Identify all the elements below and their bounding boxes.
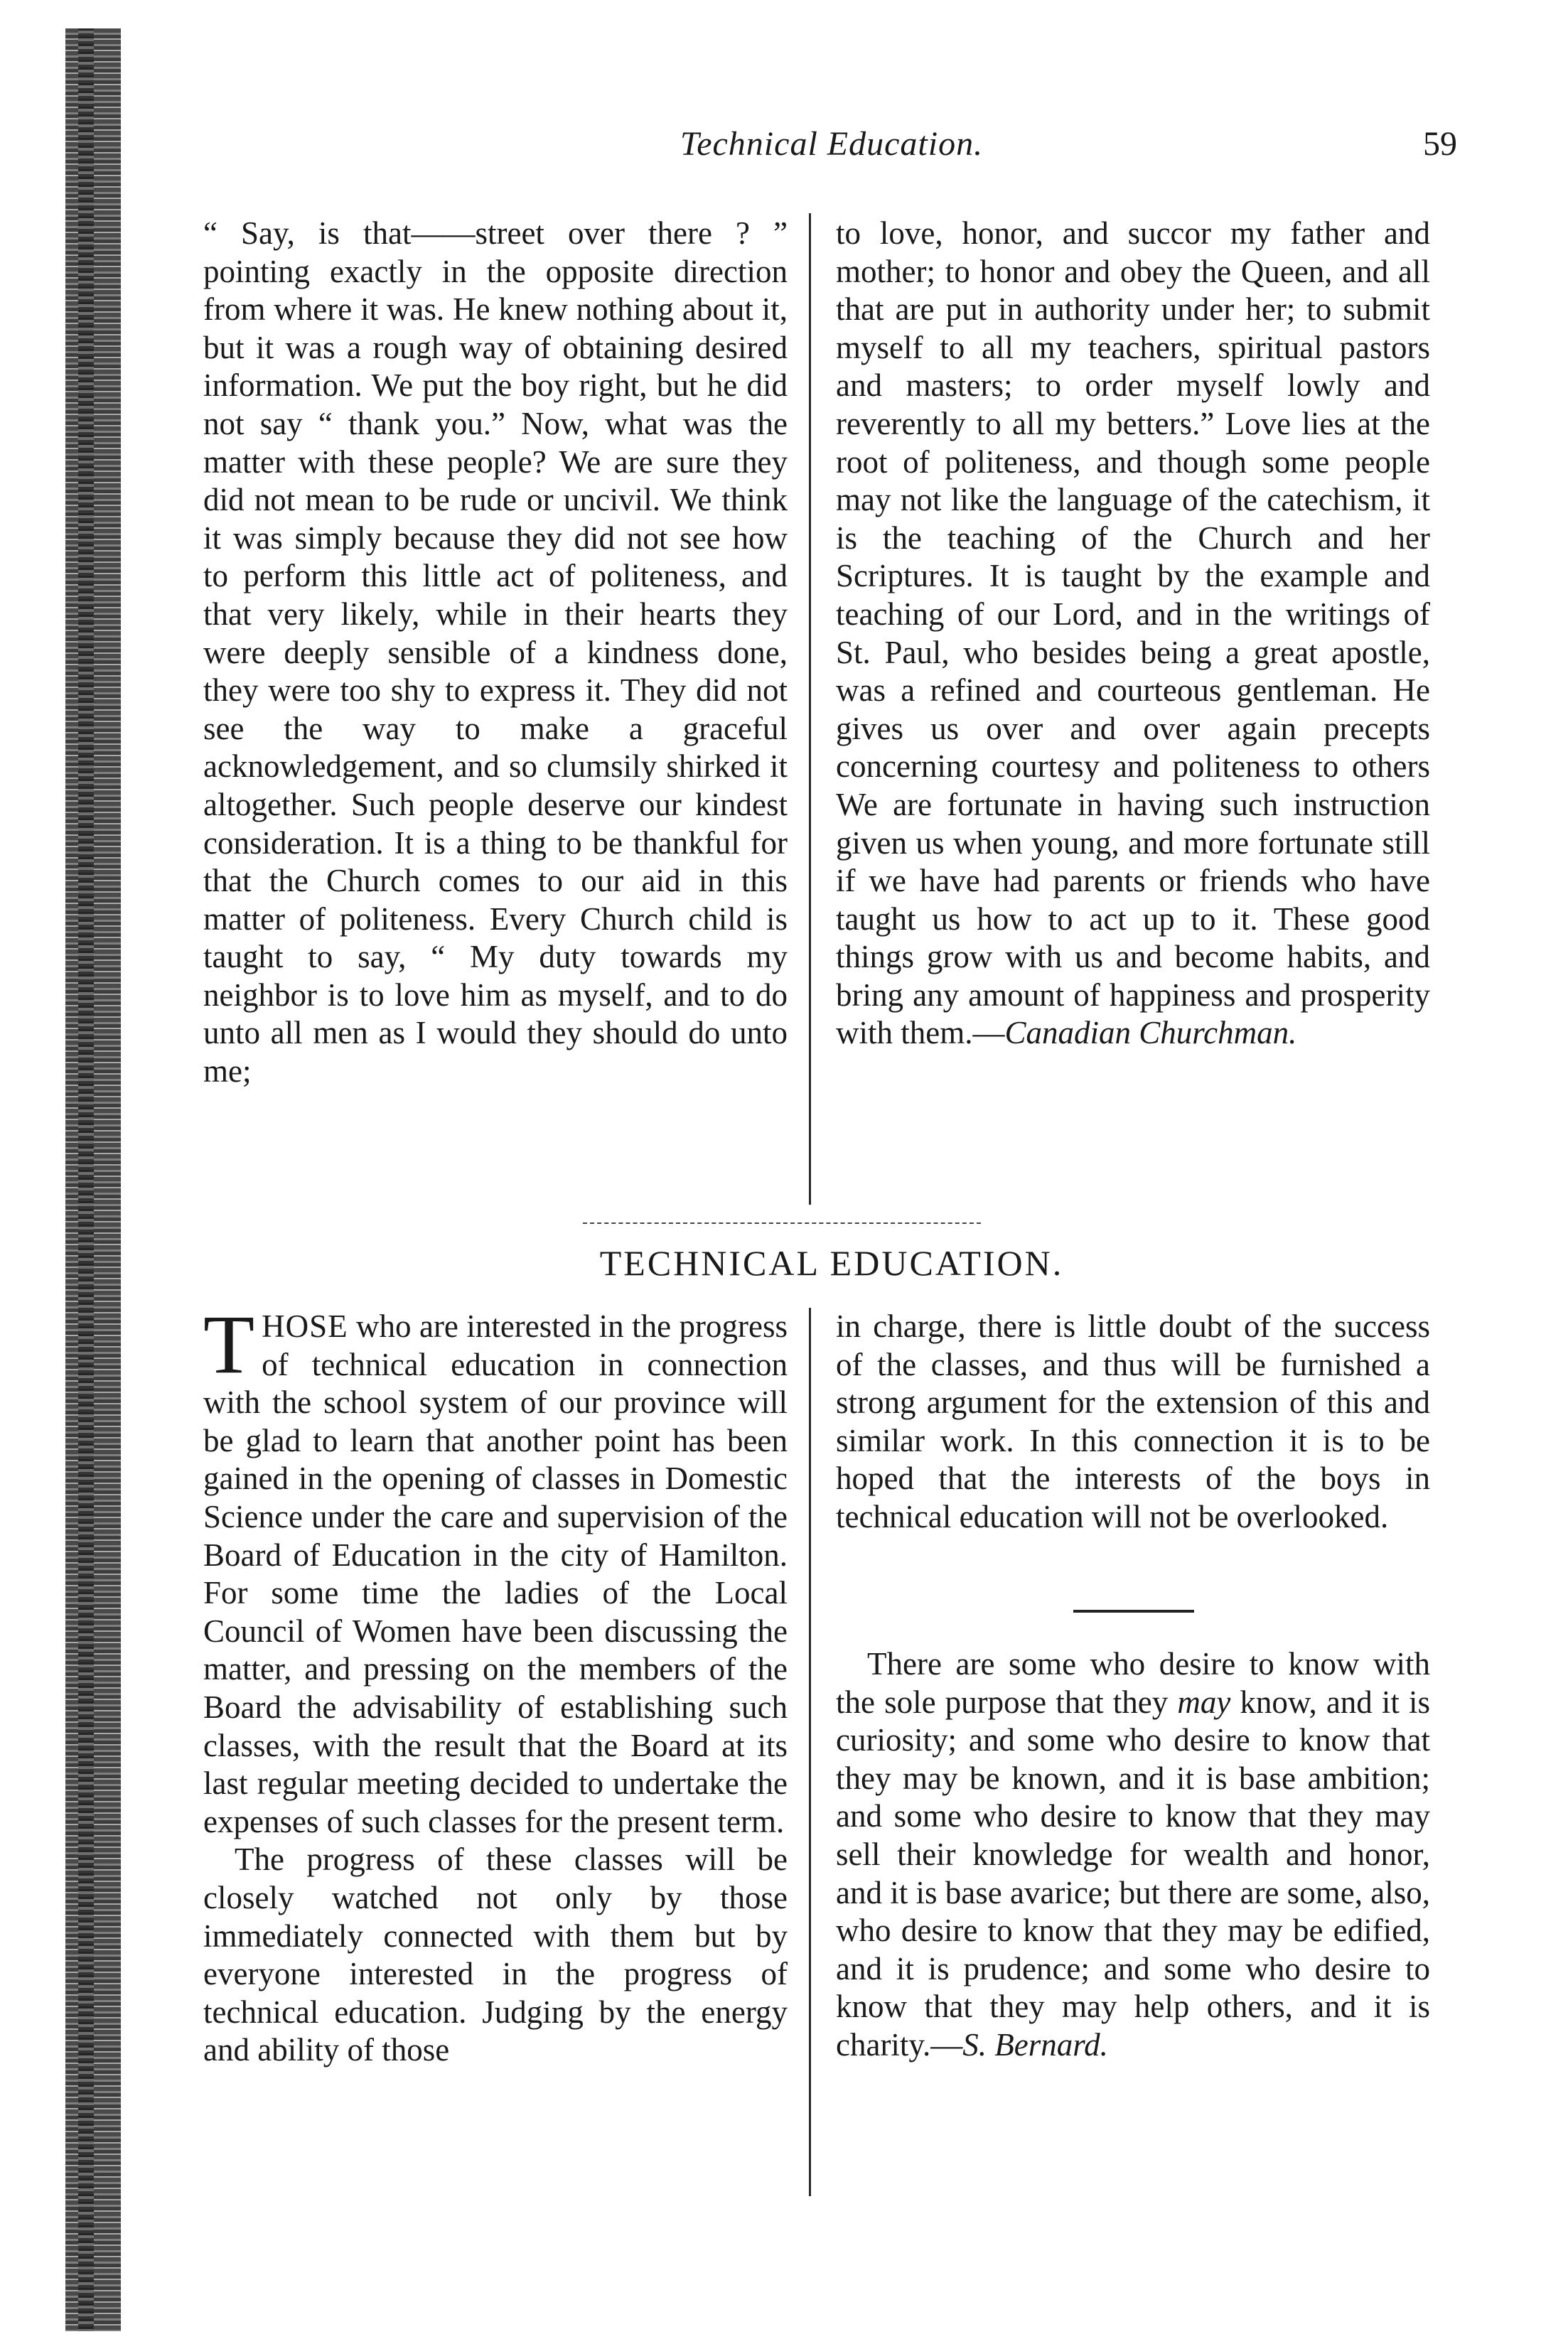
article2-paragraph-1 (203, 1298, 788, 1841)
page-binding-edge (65, 28, 121, 2331)
article2-right-column (836, 1308, 1430, 1537)
article2-paragraph-2: The progress of these classes will be closely watched not only by those immediately connected with them but by everyone interested in the progress of technical education. Judging by the energy and ability of those (203, 1842, 788, 2068)
page-number: 59 (1423, 125, 1457, 163)
article3-text-before: There are some who desire to know with the sole purpose that they (836, 1646, 1430, 1720)
article3-paragraph (836, 1645, 1430, 2065)
running-head (206, 124, 1457, 174)
article1-left-text: “ Say, is that——street over there ? ” pointing exactly in the opposite direction from where it was. He knew nothing about it, but it was a rough way of obtaining desired information. We put the boy right, but he did not say “ thank you.” Now, what was the matter with these people? We are sure they did not mean to be rude or uncivil. We think it was simply because they did not see how to perform this little act of politeness, and that very likely, while in their hearts they were deeply sensible of a kindness done, they were too shy to express it. They did not see the way to make a graceful acknowledgement, and so clumsily shirked it altogether. Such people deserve our kindest consideration. It is a thing to be thankful for that the Church comes to our aid in this matter of politeness. Every Church child is taught to say, “ My duty towards my neighbor is to love him as myself, and to do unto all men as I would they should do unto me; (203, 215, 788, 1090)
article1-right-body: to love, honor, and succor my father and mother; to honor and obey the Queen, and all that are put in authority under her; to submit myself to all my teachers, spiritual pastors and masters; to order myself lowly and reverently to all my betters.” Love lies at the root of politeness, and though some people may not like the language of the catechism, it is the teaching of the Church and her Scriptures. It is taught by the example and teaching of our Lord, and in the writings of St. Paul, who besides being a great apostle, was a refined and courteous gentleman. He gives us over and over again precepts concerning courtesy and politeness to others We are fortunate in having such instruction given us when young, and more fortunate still if we have had parents or friends who have taught us how to act up to it. These good things grow with us and become habits, and bring any amount of happiness and prosperity with them.— (836, 215, 1430, 1051)
article3-italic-word: may (1177, 1684, 1231, 1720)
column-divider (809, 213, 811, 1205)
article2-p1-body: who are interested in the progress of technical education in connection with the school system of our province will be glad to learn that another point has been gained in the opening of classes in Domestic Science under the care and supervision of the Board of Education in the city of Hamilton. For some time the ladies of the Local Council of Women have been discussing the matter, and pressing on the members of the Board the advisability of establishing such classes, with the result that the Board at its last regular meeting decided to undertake the expenses of such classes for the present term. (203, 1308, 788, 1839)
section-divider (583, 1222, 981, 1224)
running-head-title: Technical Education. (680, 125, 984, 163)
article1-left-column (203, 215, 788, 1091)
lead-caps: HOSE (262, 1308, 348, 1344)
article3-attribution: S. Bernard. (962, 2026, 1108, 2063)
short-divider (1073, 1610, 1194, 1613)
article3-column (836, 1645, 1430, 2065)
article3-text-after: know, and it is curiosity; and some who desire to know that they may be known, and it is base ambition; and some who desire to know that they may sell their knowledge for wealth and honor, and it is base avarice; but there are some, also, who desire to know that they may be edified, and it is prudence; and some who desire to know that they may help others, and it is charity.— (836, 1684, 1431, 2063)
article1-right-column (836, 215, 1430, 1053)
section-heading: TECHNICAL EDUCATION. (599, 1243, 1064, 1283)
article2-paragraph-3: in charge, there is little doubt of the success of the classes, and thus will be furnished a strong argument for the extension of this and similar work. In this connection it is to be hoped that the interests of the boys in technical education will not be overlooked. (836, 1308, 1430, 1534)
article1-right-text (836, 215, 1430, 1053)
article2-left-column (203, 1298, 788, 2070)
drop-cap: T (203, 1298, 255, 1391)
column-divider-2 (809, 1308, 811, 2196)
article1-attribution: Canadian Churchman. (1004, 1015, 1297, 1051)
